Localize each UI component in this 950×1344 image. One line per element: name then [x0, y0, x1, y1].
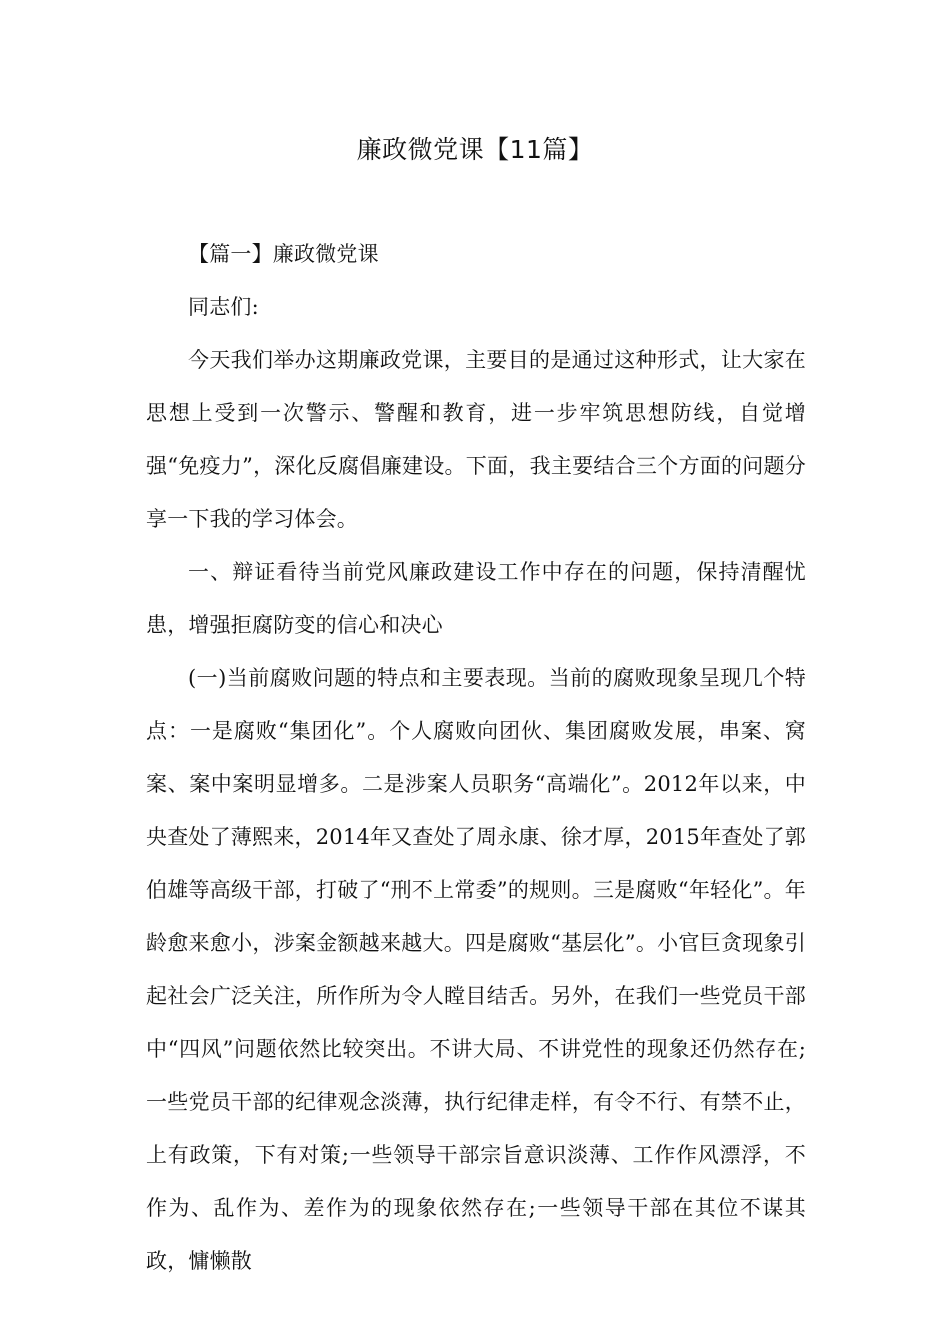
body-paragraph: 今天我们举办这期廉政党课，主要目的是通过这种形式，让大家在思想上受到一次警示、警醒和教育，进一步牢筑思想防线，自觉增强“免疫力”，深化反腐倡廉建设。下面，我主要结合三个方面的问题分享一下我的学习体会。: [146, 348, 806, 531]
document-body: [146, 228, 806, 1288]
document-title: 廉政微党课【11篇】: [356, 135, 594, 164]
salutation: 同志们:: [188, 295, 259, 319]
section-label: 【篇一】廉政微党课: [188, 242, 379, 266]
section-heading: 一、辩证看待当前党风廉政建设工作中存在的问题，保持清醒忧患，增强拒腐防变的信心和决心: [146, 560, 806, 637]
body-paragraph: (一)当前腐败问题的特点和主要表现。当前的腐败现象呈现几个特点：一是腐败“集团化”。个人腐败向团伙、集团腐败发展，串案、窝案、案中案明显增多。二是涉案人员职务“高端化”。2012年以来，中央查处了薄熙来，2014年又查处了周永康、徐才厚，2015年查处了郭伯雄等高级干部，打破了“刑不上常委”的规则。三是腐败“年轻化”。年龄愈来愈小，涉案金额越来越大。四是腐败“基层化”。小官巨贪现象引起社会广泛关注，所作所为令人瞠目结舌。另外，在我们一些党员干部中“四风”问题依然比较突出。不讲大局、不讲党性的现象还仍然存在;一些党员干部的纪律观念淡薄，执行纪律走样，有令不行、有禁不止，上有政策，下有对策;一些领导干部宗旨意识淡薄、工作作风漂浮，不作为、乱作为、差作为的现象依然存在;一些领导干部在其位不谋其政，慵懒散: [146, 666, 806, 1273]
